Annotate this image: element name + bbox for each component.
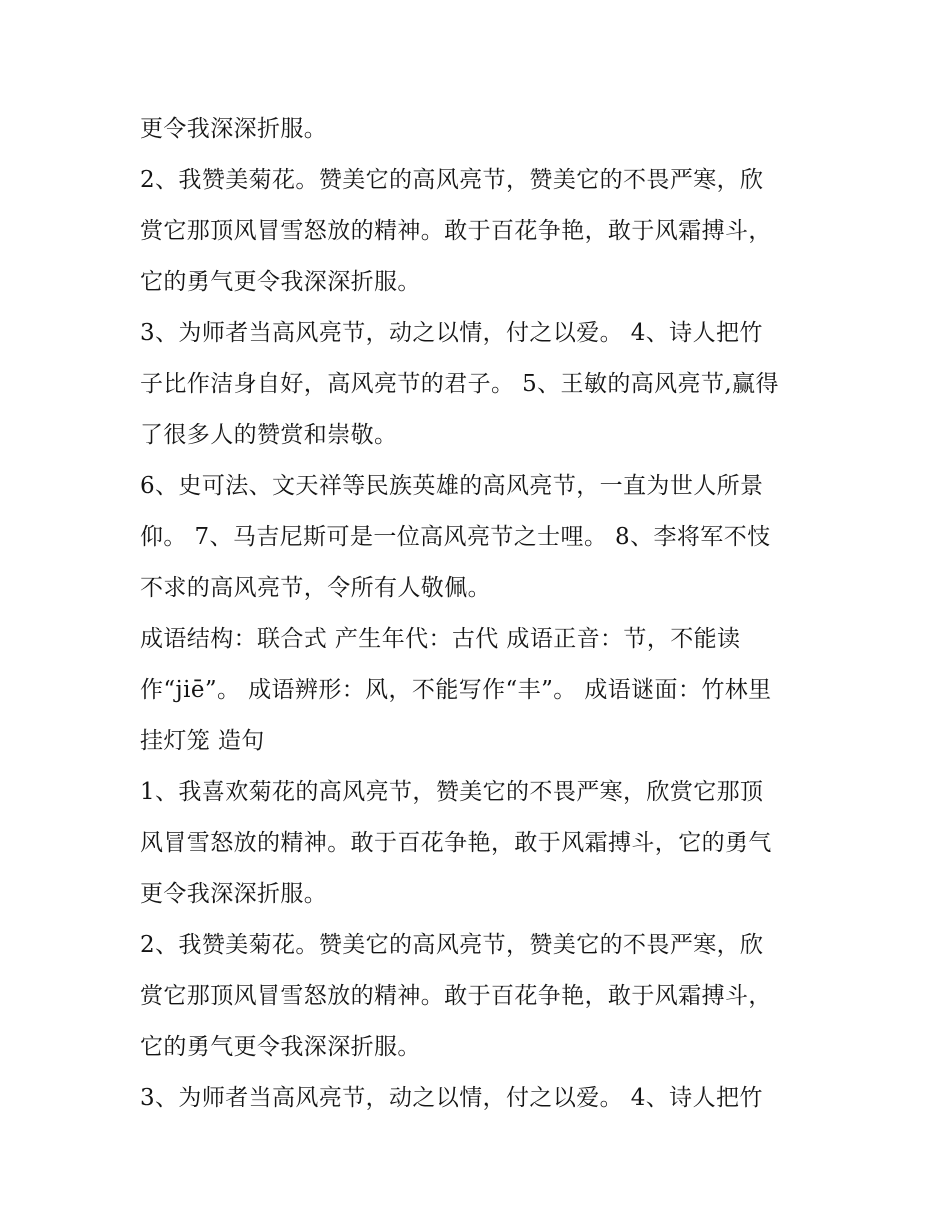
text-line: 不求的高风亮节，令所有人敬佩。	[140, 575, 491, 601]
text-line: 挂灯笼 造句	[140, 728, 265, 754]
text-line: 作“jiē”。 成语辨形：风，不能写作“丰”。 成语谜面：竹林里	[140, 677, 772, 703]
text-line: 了很多人的赞赏和崇敬。	[140, 422, 398, 448]
text-line: 2、我赞美菊花。赞美它的高风亮节，赞美它的不畏严寒，欣	[140, 932, 764, 958]
text-line: 赏它那顶风冒雪怒放的精神。敢于百花争艳，敢于风霜搏斗，	[140, 218, 772, 244]
text-line: 更令我深深折服。	[140, 881, 328, 907]
text-line: 2、我赞美菊花。赞美它的高风亮节，赞美它的不畏严寒，欣	[140, 167, 764, 193]
text-line: 仰。 7、马吉尼斯可是一位高风亮节之士哩。 8、李将军不忮	[140, 524, 771, 550]
text-line: 它的勇气更令我深深折服。	[140, 1034, 421, 1060]
text-line: 6、史可法、文天祥等民族英雄的高风亮节，一直为世人所景	[140, 473, 764, 499]
text-line: 更令我深深折服。	[140, 116, 328, 142]
text-line: 1、我喜欢菊花的高风亮节，赞美它的不畏严寒，欣赏它那顶	[140, 779, 764, 805]
text-line: 子比作洁身自好，高风亮节的君子。 5、王敏的高风亮节,赢得	[140, 371, 779, 397]
text-line: 3、为师者当高风亮节，动之以情，付之以爱。 4、诗人把竹	[140, 1085, 763, 1111]
text-line: 成语结构：联合式 产生年代：古代 成语正音：节，不能读	[140, 626, 741, 652]
text-line: 3、为师者当高风亮节，动之以情，付之以爱。 4、诗人把竹	[140, 320, 763, 346]
text-line: 它的勇气更令我深深折服。	[140, 269, 421, 295]
text-line: 风冒雪怒放的精神。敢于百花争艳，敢于风霜搏斗，它的勇气	[140, 830, 772, 856]
text-line: 赏它那顶风冒雪怒放的精神。敢于百花争艳，敢于风霜搏斗，	[140, 983, 772, 1009]
